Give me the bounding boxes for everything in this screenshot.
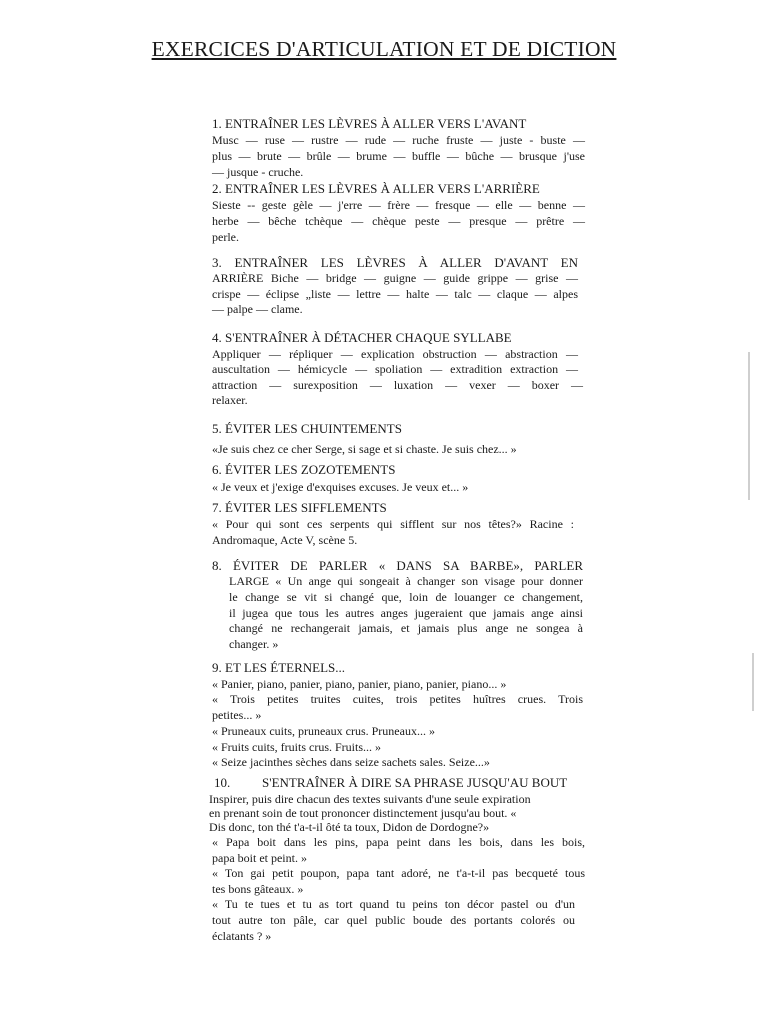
section-10-line: en prenant soin de tout prononcer distinctement jusqu'au bout. « bbox=[209, 806, 517, 820]
section-8-line: LARGE « Un ange qui songeait à changer son visage pour donner bbox=[229, 574, 583, 588]
section-9-heading: 9. ET LES ÉTERNELS... bbox=[212, 660, 346, 675]
section-10-line: tout autre ton pâle, car quel public boude des portants colorés ou bbox=[212, 913, 575, 927]
section-6-line: « Je veux et j'exige d'exquises excuses. Je veux et... » bbox=[212, 480, 469, 494]
section-5-heading: 5. ÉVITER LES CHUINTEMENTS bbox=[212, 421, 402, 436]
section-8-line: il jugea que tous les autres anges jugeraient que jamais ange ainsi bbox=[229, 606, 583, 620]
section-4-line: auscultation — hémicycle — spoliation — extradition extraction — bbox=[212, 362, 578, 376]
section-1-line: plus — brute — brûle — brume — buffle — bûche — brusque j'use bbox=[212, 149, 585, 163]
section-8-line: le change se vit si changé que, loin de louanger ce changement, bbox=[229, 590, 583, 604]
section-9-line: « Fruits cuits, fruits crus. Fruits... » bbox=[212, 740, 382, 754]
section-2-heading: 2. ENTRAÎNER LES LÈVRES À ALLER VERS L'ARRIÈRE bbox=[212, 181, 540, 196]
section-9-line: « Trois petites truites cuites, trois petites huîtres crues. Trois bbox=[212, 692, 583, 706]
section-3-line: ARRIÈRE Biche — bridge — guigne — guide grippe — grise — bbox=[212, 271, 578, 285]
section-7-line: « Pour qui sont ces serpents qui sifflent sur nos têtes?» Racine : bbox=[212, 517, 574, 531]
section-4-line: relaxer. bbox=[212, 393, 248, 407]
section-9-line: « Panier, piano, panier, piano, panier, piano, panier, piano... » bbox=[212, 677, 507, 691]
section-7-line: Andromaque, Acte V, scène 5. bbox=[212, 533, 358, 547]
section-10-heading: S'ENTRAÎNER À DIRE SA PHRASE JUSQU'AU BOUT bbox=[262, 775, 568, 790]
section-10-line: papa boit et peint. » bbox=[212, 851, 307, 865]
section-1-line: — jusque - cruche. bbox=[212, 165, 304, 179]
section-2-line: perle. bbox=[212, 230, 239, 244]
section-9-line: petites... » bbox=[212, 708, 262, 722]
section-10-line: tes bons gâteaux. » bbox=[212, 882, 304, 896]
section-1-heading: 1. ENTRAÎNER LES LÈVRES À ALLER VERS L'AVANT bbox=[212, 116, 527, 131]
section-2-line: herbe — bêche tchèque — chèque peste — presque — prêtre — bbox=[212, 214, 585, 228]
document-title: EXERCICES D'ARTICULATION ET DE DICTION bbox=[151, 37, 617, 61]
section-8-line: changer. » bbox=[229, 637, 279, 651]
section-3-heading: 3. ENTRAÎNER LES LÈVRES À ALLER D'AVANT EN bbox=[212, 255, 578, 270]
section-8-line: changé ne rechangerait jamais, et jamais plus ange ne songea à bbox=[229, 621, 583, 635]
scan-edge-line bbox=[752, 653, 754, 711]
section-4-line: attraction — surexposition — luxation — vexer — boxer — bbox=[212, 378, 583, 392]
section-10-line: éclatants ? » bbox=[212, 929, 272, 943]
section-10-line: « Papa boit dans les pins, papa peint dans les bois, dans les bois, bbox=[212, 835, 585, 849]
section-10-line: « Tu te tues et tu as tort quand tu peins ton décor pastel ou d'un bbox=[212, 897, 575, 911]
section-8-heading: 8. ÉVITER DE PARLER « DANS SA BARBE», PARLER bbox=[212, 558, 583, 573]
section-9-line: « Seize jacinthes sèches dans seize sachets sales. Seize...» bbox=[212, 755, 490, 769]
section-5-line: «Je suis chez ce cher Serge, si sage et si chaste. Je suis chez... » bbox=[212, 442, 517, 456]
section-10-number: 10. bbox=[214, 775, 231, 790]
section-10-line: Inspirer, puis dire chacun des textes suivants d'une seule expiration bbox=[209, 792, 531, 806]
section-4-heading: 4. S'ENTRAÎNER À DÉTACHER CHAQUE SYLLABE bbox=[212, 330, 512, 345]
scan-edge-line bbox=[748, 352, 750, 500]
section-3-line: crispe — éclipse „liste — lettre — halte — talc — claque — alpes bbox=[212, 287, 578, 301]
section-10-line: Dis donc, ton thé t'a-t-il ôté ta toux, Didon de Dordogne?» bbox=[209, 820, 490, 834]
section-3-line: — palpe — clame. bbox=[212, 302, 303, 316]
section-1-line: Musc — ruse — rustre — rude — ruche fruste — juste - buste — bbox=[212, 133, 585, 147]
section-4-line: Appliquer — répliquer — explication obstruction — abstraction — bbox=[212, 347, 578, 361]
section-7-heading: 7. ÉVITER LES SIFFLEMENTS bbox=[212, 500, 387, 515]
section-9-line: « Pruneaux cuits, pruneaux crus. Pruneaux... » bbox=[212, 724, 435, 738]
section-10-line: « Ton gai petit poupon, papa tant adoré, ne t'a-t-il pas becqueté tous bbox=[212, 866, 585, 880]
section-6-heading: 6. ÉVITER LES ZOZOTEMENTS bbox=[212, 462, 396, 477]
section-2-line: Sieste -- geste gèle — j'erre — frère — fresque — elle — benne — bbox=[212, 198, 585, 212]
